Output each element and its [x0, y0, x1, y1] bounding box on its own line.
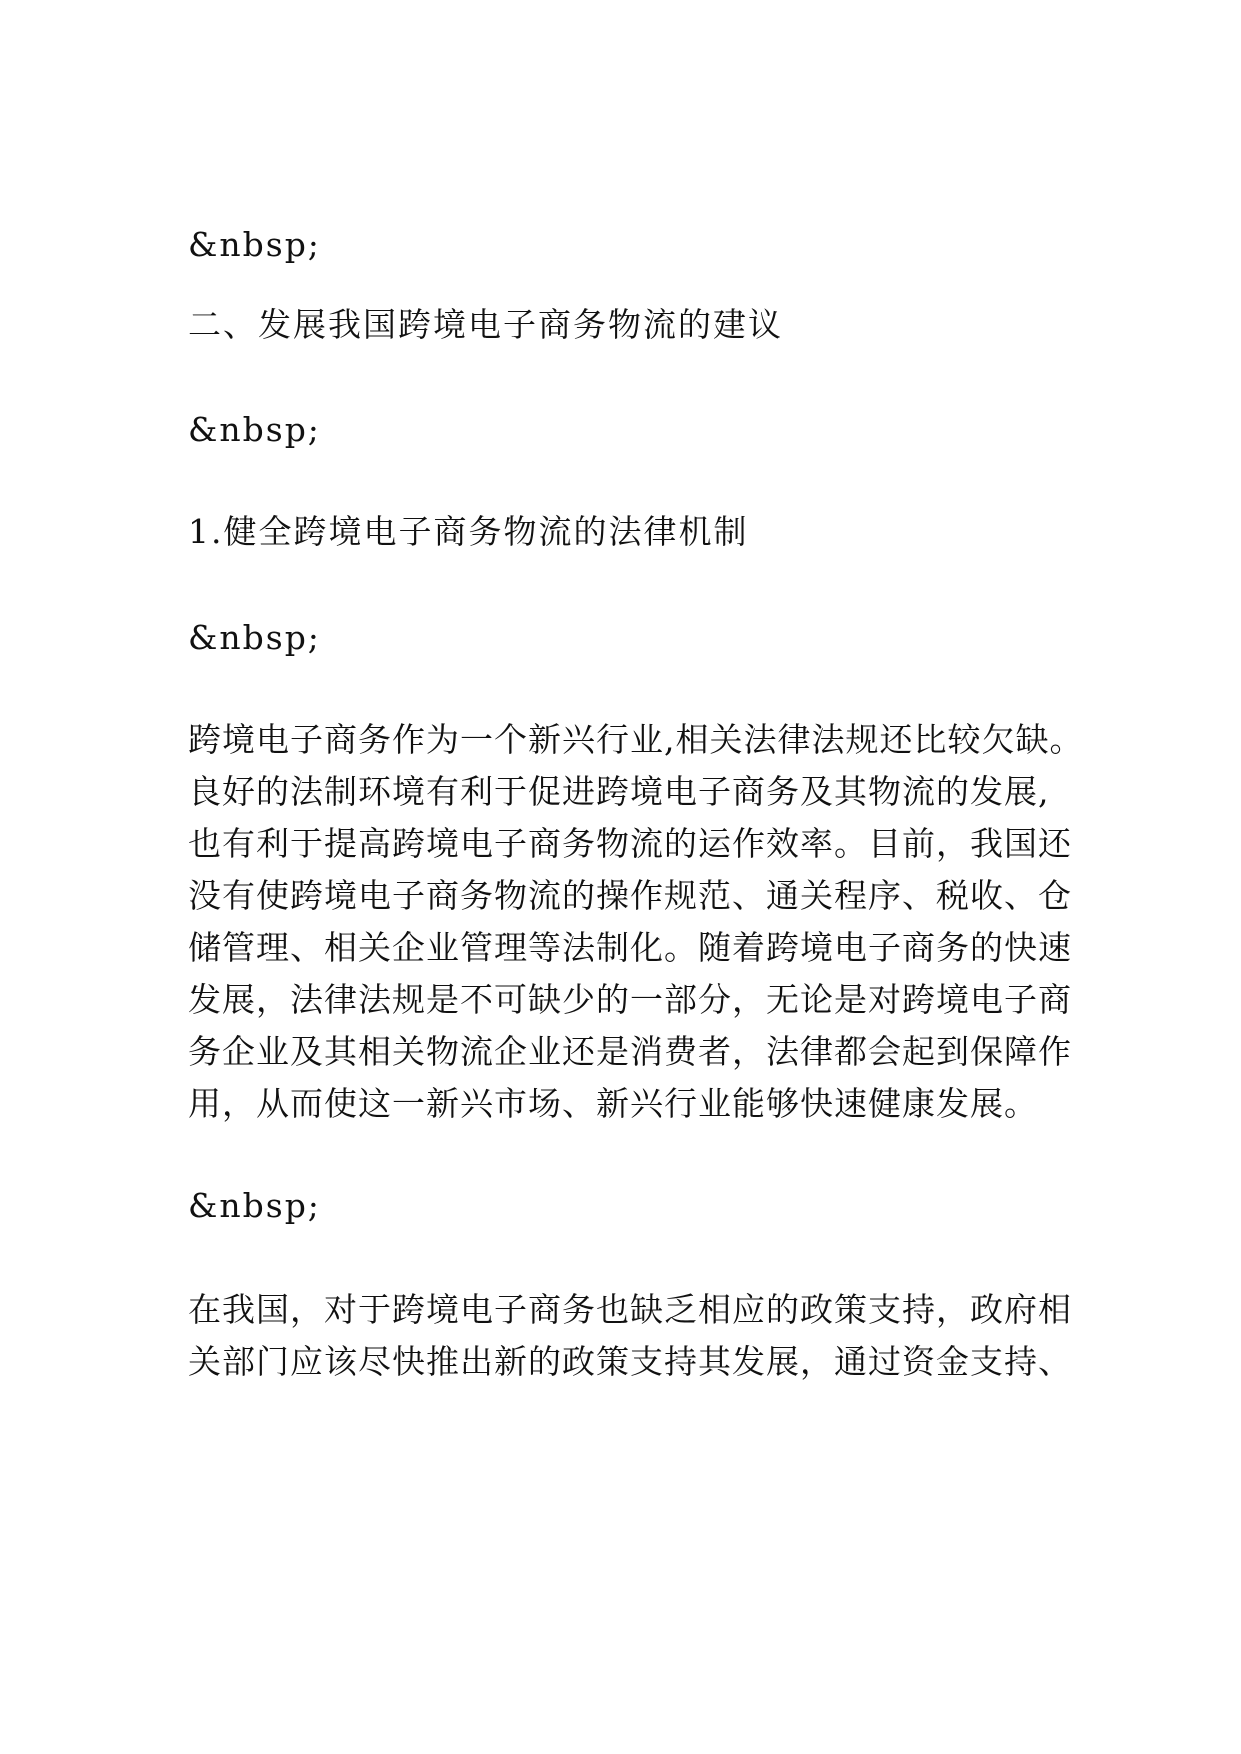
paragraph-line: 发展，法律法规是不可缺少的一部分，无论是对跨境电子商: [188, 980, 1072, 1019]
nbsp-line-2: &nbsp;: [188, 410, 321, 449]
paragraph-line: 用，从而使这一新兴市场、新兴行业能够快速健康发展。: [188, 1084, 1038, 1123]
paragraph-line: 跨境电子商务作为一个新兴行业,相关法律法规还比较欠缺。: [188, 720, 1084, 759]
section-heading: 二、发展我国跨境电子商务物流的建议: [188, 305, 783, 344]
nbsp-line-1: &nbsp;: [188, 225, 321, 264]
subsection-heading: 1.健全跨境电子商务物流的法律机制: [188, 512, 749, 551]
paragraph-line: 关部门应该尽快推出新的政策支持其发展，通过资金支持、: [188, 1342, 1072, 1381]
paragraph-line: 储管理、相关企业管理等法制化。随着跨境电子商务的快速: [188, 928, 1072, 967]
nbsp-line-4: &nbsp;: [188, 1186, 321, 1225]
paragraph-line: 在我国，对于跨境电子商务也缺乏相应的政策支持，政府相: [188, 1290, 1072, 1329]
paragraph-line: 也有利于提高跨境电子商务物流的运作效率。目前，我国还: [188, 824, 1072, 863]
nbsp-line-3: &nbsp;: [188, 618, 321, 657]
paragraph-line: 良好的法制环境有利于促进跨境电子商务及其物流的发展,: [188, 772, 1050, 811]
paragraph-line: 没有使跨境电子商务物流的操作规范、通关程序、税收、仓: [188, 876, 1072, 915]
paragraph-line: 务企业及其相关物流企业还是消费者，法律都会起到保障作: [188, 1032, 1072, 1071]
